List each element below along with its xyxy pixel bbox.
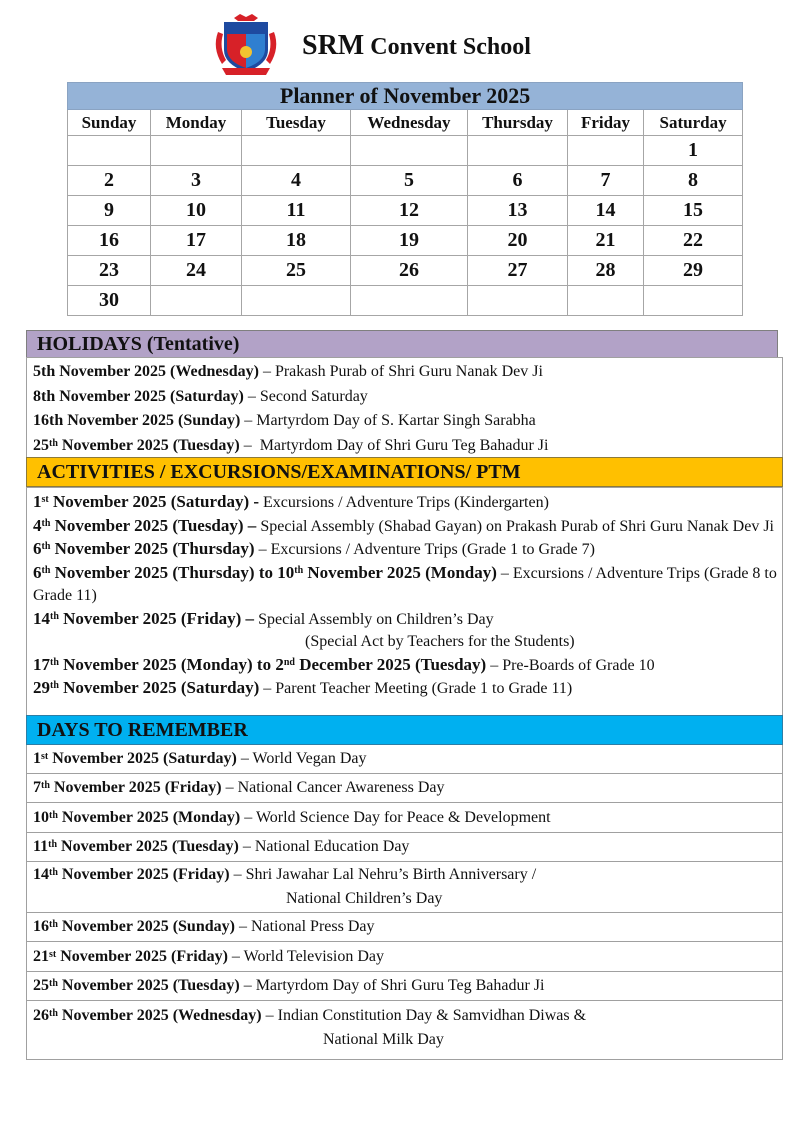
entry-day-suffix: st	[49, 948, 57, 960]
entry-date-text: November 2025 (Sunday)	[57, 918, 235, 935]
entry-date-text: November 2025 (Saturday) -	[48, 492, 260, 511]
entry-day: 5th	[33, 363, 56, 380]
day-to-remember-item	[27, 942, 782, 972]
entry-day-suffix: th	[41, 517, 51, 529]
holidays-list	[26, 357, 783, 458]
entry-date-text: November 2025 (Tuesday)	[57, 436, 240, 454]
entry-day-suffix: th	[41, 564, 51, 576]
holiday-description: Prakash Purab of Shri Guru Nanak Dev Ji	[274, 363, 543, 380]
day-to-remember-description: – World Vegan Day	[236, 750, 367, 767]
holiday-item	[33, 385, 782, 410]
entry-day-suffix: st	[41, 494, 49, 505]
entry-date	[33, 539, 255, 558]
holiday-description: Martyrdom Day of Shri Guru Teg Bahadur Ji	[259, 436, 549, 454]
day-to-remember-line	[33, 974, 782, 998]
entry-day: 10	[33, 808, 49, 826]
calendar-day-cell: 14	[568, 196, 644, 226]
day-to-remember-line	[33, 835, 782, 859]
activity-description: – Pre-Boards of Grade 10	[486, 656, 655, 674]
day-to-remember-line	[33, 806, 782, 830]
activity-item	[33, 515, 782, 539]
day-to-remember-line	[33, 776, 782, 800]
calendar-empty-cell	[242, 136, 351, 166]
school-title	[302, 30, 531, 62]
activity-description: Special Assembly (Shabad Gayan) on Prakash Purab of Shri Guru Nanak Dev Ji	[256, 517, 774, 535]
entry-end-day: 10	[277, 562, 295, 582]
entry-date-text: November 2025 (Monday) to	[58, 654, 276, 674]
weekday-header-monday: Monday	[151, 110, 242, 136]
day-to-remember-line	[33, 747, 782, 771]
weekday-header-sunday: Sunday	[68, 110, 151, 136]
activity-item	[33, 608, 782, 654]
entry-date-text: November 2025 (Friday)	[57, 866, 230, 883]
day-to-remember-description: – National Cancer Awareness Day	[221, 779, 445, 796]
entry-date-text: November 2025 (Tuesday) –	[50, 515, 257, 535]
calendar-empty-cell	[351, 286, 468, 316]
calendar-day-cell: 24	[151, 256, 242, 286]
entry-day-suffix: th	[50, 680, 59, 691]
entry-date	[33, 437, 240, 454]
calendar-empty-cell	[644, 286, 743, 316]
entry-date	[33, 1007, 262, 1024]
entry-date-text: November 2025 (Saturday)	[58, 678, 260, 697]
weekday-header-saturday: Saturday	[644, 110, 743, 136]
calendar-day-cell: 10	[151, 196, 242, 226]
day-to-remember-description: – World Television Day	[227, 947, 384, 965]
holiday-item	[33, 434, 782, 459]
calendar-day-cell: 6	[468, 166, 568, 196]
holiday-description: Second Saturday	[259, 387, 368, 405]
day-to-remember-description: – World Science Day for Peace & Development	[240, 808, 551, 826]
entry-date-text: November 2025 (Tuesday)	[57, 838, 239, 855]
calendar-week-row	[68, 286, 743, 316]
entry-date	[33, 918, 235, 935]
calendar-day-cell: 4	[242, 166, 351, 196]
calendar-day-cell: 29	[644, 256, 743, 286]
school-title-rest: Convent School	[364, 34, 531, 60]
day-to-remember-item	[27, 803, 782, 833]
calendar-day-cell: 28	[568, 256, 644, 286]
entry-date-text: November 2025 (Sunday)	[63, 412, 241, 429]
day-to-remember-item	[27, 972, 782, 1001]
activity-description: – Excursions / Adventure Trips (Grade 1 to Grade 7)	[254, 541, 595, 558]
entry-day: 16th	[33, 412, 64, 429]
calendar-week-row	[68, 196, 743, 226]
holiday-description: Martyrdom Day of S. Kartar Singh Sarabha	[256, 412, 536, 429]
day-to-remember-item	[27, 1001, 782, 1060]
holiday-separator: –	[240, 412, 257, 429]
calendar-day-cell: 22	[644, 226, 743, 256]
day-to-remember-item	[27, 862, 782, 913]
calendar-day-cell: 16	[68, 226, 151, 256]
calendar-week-row	[68, 256, 743, 286]
entry-date	[33, 838, 239, 855]
entry-end-date-text: November 2025 (Monday)	[303, 562, 497, 582]
entry-date-text: November 2025 (Saturday)	[48, 750, 237, 767]
entry-date-text: November 2025 (Friday)	[49, 779, 222, 796]
calendar-empty-cell	[242, 286, 351, 316]
calendar-day-cell: 3	[151, 166, 242, 196]
activities-list	[26, 487, 783, 716]
entry-day: 1	[33, 492, 42, 511]
calendar-day-cell: 8	[644, 166, 743, 196]
entry-day: 16	[33, 918, 49, 935]
day-to-remember-line	[33, 915, 782, 939]
entry-day-suffix: th	[49, 1008, 58, 1019]
entry-day-suffix: th	[50, 610, 59, 622]
entry-date-text: November 2025 (Thursday)	[50, 539, 255, 558]
entry-day-suffix: th	[48, 839, 58, 850]
calendar-day-cell: 1	[644, 136, 743, 166]
entry-day: 4	[33, 515, 42, 535]
entry-date	[33, 412, 240, 429]
entry-day: 1	[33, 750, 41, 767]
entry-day: 11	[33, 838, 49, 855]
entry-day-suffix: th	[41, 541, 51, 552]
entry-date	[33, 655, 486, 674]
entry-day-suffix: th	[49, 919, 58, 930]
weekday-header-friday: Friday	[568, 110, 644, 136]
days-to-remember-heading: DAYS TO REMEMBER	[26, 715, 783, 745]
activity-item	[33, 654, 782, 678]
day-to-remember-line	[33, 863, 782, 887]
calendar-table	[67, 82, 743, 316]
entry-date	[33, 609, 254, 628]
calendar-day-cell: 9	[68, 196, 151, 226]
entry-day: 29	[33, 678, 50, 697]
day-to-remember-item	[27, 833, 782, 862]
activity-item	[33, 538, 782, 562]
calendar-empty-cell	[351, 136, 468, 166]
entry-date-text: November 2025 (Monday)	[57, 808, 241, 826]
activity-description: Excursions / Adventure Trips (Kindergarten)	[259, 494, 549, 511]
entry-day-suffix: th	[41, 780, 50, 791]
entry-day-suffix: th	[49, 809, 58, 821]
calendar-title: Planner of November 2025	[68, 83, 743, 110]
entry-day: 25	[33, 977, 49, 994]
holiday-item	[33, 360, 782, 385]
holidays-heading: HOLIDAYS (Tentative)	[26, 330, 778, 358]
calendar-empty-cell	[568, 286, 644, 316]
calendar-day-cell: 13	[468, 196, 568, 226]
day-to-remember-item	[27, 913, 782, 942]
day-to-remember-description: – Indian Constitution Day & Samvidhan Diwas &	[261, 1007, 587, 1024]
activity-description: – Excursions / Adventure Trips (Grade 8 to Grade 11)	[33, 564, 777, 604]
calendar-day-cell: 12	[351, 196, 468, 226]
activity-description-continued: (Special Act by Teachers for the Students)	[305, 633, 575, 650]
activity-item	[33, 562, 782, 608]
calendar-day-cell: 26	[351, 256, 468, 286]
entry-date	[33, 563, 497, 582]
activity-description: – Parent Teacher Meeting (Grade 1 to Grade 11)	[259, 680, 573, 697]
calendar-week-row	[68, 166, 743, 196]
day-to-remember-description-continued: National Children’s Day	[286, 890, 443, 907]
day-to-remember-description: – Martyrdom Day of Shri Guru Teg Bahadur Ji	[239, 977, 545, 994]
entry-day: 17	[33, 654, 50, 674]
entry-end-date-text: December 2025 (Tuesday)	[294, 654, 487, 674]
entry-date	[33, 492, 259, 511]
entry-date	[33, 750, 237, 767]
activities-heading: ACTIVITIES / EXCURSIONS/EXAMINATIONS/ PTM	[26, 457, 783, 487]
calendar-day-cell: 11	[242, 196, 351, 226]
entry-date	[33, 363, 259, 380]
activity-item	[33, 491, 782, 515]
entry-end-day-suffix: nd	[283, 656, 295, 668]
calendar-day-cell: 2	[68, 166, 151, 196]
entry-end-day-suffix: th	[294, 564, 304, 576]
holiday-separator: –	[239, 436, 260, 454]
day-to-remember-line	[33, 1004, 782, 1028]
weekday-header-thursday: Thursday	[468, 110, 568, 136]
calendar-day-cell: 5	[351, 166, 468, 196]
holiday-separator: –	[243, 387, 260, 405]
calendar-empty-cell	[468, 136, 568, 166]
calendar-empty-cell	[568, 136, 644, 166]
entry-day-suffix: th	[49, 867, 58, 878]
day-to-remember-line	[33, 945, 782, 969]
entry-date-text: November 2025 (Wednesday)	[55, 363, 259, 380]
entry-day: 6	[33, 562, 42, 582]
school-title-srm: SRM	[302, 30, 365, 61]
calendar-day-cell: 21	[568, 226, 644, 256]
entry-date-text: November 2025 (Saturday)	[55, 387, 244, 405]
school-logo	[210, 12, 282, 78]
entry-date-text: November 2025 (Tuesday)	[57, 977, 240, 994]
day-to-remember-description-continued: National Milk Day	[323, 1031, 444, 1048]
entry-date	[33, 809, 240, 826]
weekday-header-tuesday: Tuesday	[242, 110, 351, 136]
calendar-day-cell: 27	[468, 256, 568, 286]
calendar-empty-cell	[468, 286, 568, 316]
entry-date	[33, 779, 222, 796]
calendar-day-cell: 30	[68, 286, 151, 316]
entry-day: 25	[33, 436, 49, 454]
calendar-day-cell: 7	[568, 166, 644, 196]
entry-day: 21	[33, 947, 49, 965]
entry-day-suffix: st	[41, 751, 49, 762]
entry-day: 6	[33, 539, 42, 558]
weekday-header-row	[68, 110, 743, 136]
calendar-week-row	[68, 226, 743, 256]
day-to-remember-description: – Shri Jawahar Lal Nehru’s Birth Anniversary /	[229, 866, 537, 883]
entry-date	[33, 388, 244, 405]
entry-day-suffix: th	[49, 437, 58, 449]
days-to-remember-list	[26, 745, 783, 1060]
school-crest-icon	[210, 12, 282, 78]
calendar-day-cell: 18	[242, 226, 351, 256]
calendar-empty-cell	[68, 136, 151, 166]
day-to-remember-description: – National Education Day	[238, 838, 410, 855]
entry-date	[33, 948, 228, 965]
entry-date-text: November 2025 (Friday)	[56, 947, 228, 965]
entry-date-text: November 2025 (Thursday) to	[50, 562, 278, 582]
entry-date	[33, 678, 259, 697]
calendar-day-cell: 17	[151, 226, 242, 256]
activity-description: Special Assembly on Children’s Day	[254, 610, 494, 628]
entry-day-suffix: th	[49, 978, 58, 989]
day-to-remember-description: – National Press Day	[234, 918, 375, 935]
weekday-header-wednesday: Wednesday	[351, 110, 468, 136]
entry-date	[33, 977, 240, 994]
calendar-day-cell: 19	[351, 226, 468, 256]
calendar-day-cell: 15	[644, 196, 743, 226]
calendar-empty-cell	[151, 136, 242, 166]
day-to-remember-item	[27, 774, 782, 803]
entry-day: 14	[33, 866, 49, 883]
entry-day: 8th	[33, 387, 56, 405]
holiday-separator: –	[258, 363, 275, 380]
entry-day-suffix: th	[50, 656, 59, 668]
entry-day: 14	[33, 608, 50, 628]
calendar-day-cell: 20	[468, 226, 568, 256]
entry-date-text: November 2025 (Wednesday)	[57, 1007, 262, 1024]
activity-item	[33, 677, 782, 701]
entry-end-day: 2	[275, 654, 284, 674]
entry-date-text: November 2025 (Friday) –	[58, 608, 255, 628]
calendar-empty-cell	[151, 286, 242, 316]
entry-date	[33, 866, 230, 883]
calendar-day-cell: 25	[242, 256, 351, 286]
day-to-remember-item	[27, 745, 782, 774]
entry-day: 7	[33, 779, 41, 796]
calendar-day-cell: 23	[68, 256, 151, 286]
calendar-week-row	[68, 136, 743, 166]
entry-day: 26	[33, 1007, 49, 1024]
entry-date	[33, 516, 256, 535]
holiday-item	[33, 409, 782, 434]
